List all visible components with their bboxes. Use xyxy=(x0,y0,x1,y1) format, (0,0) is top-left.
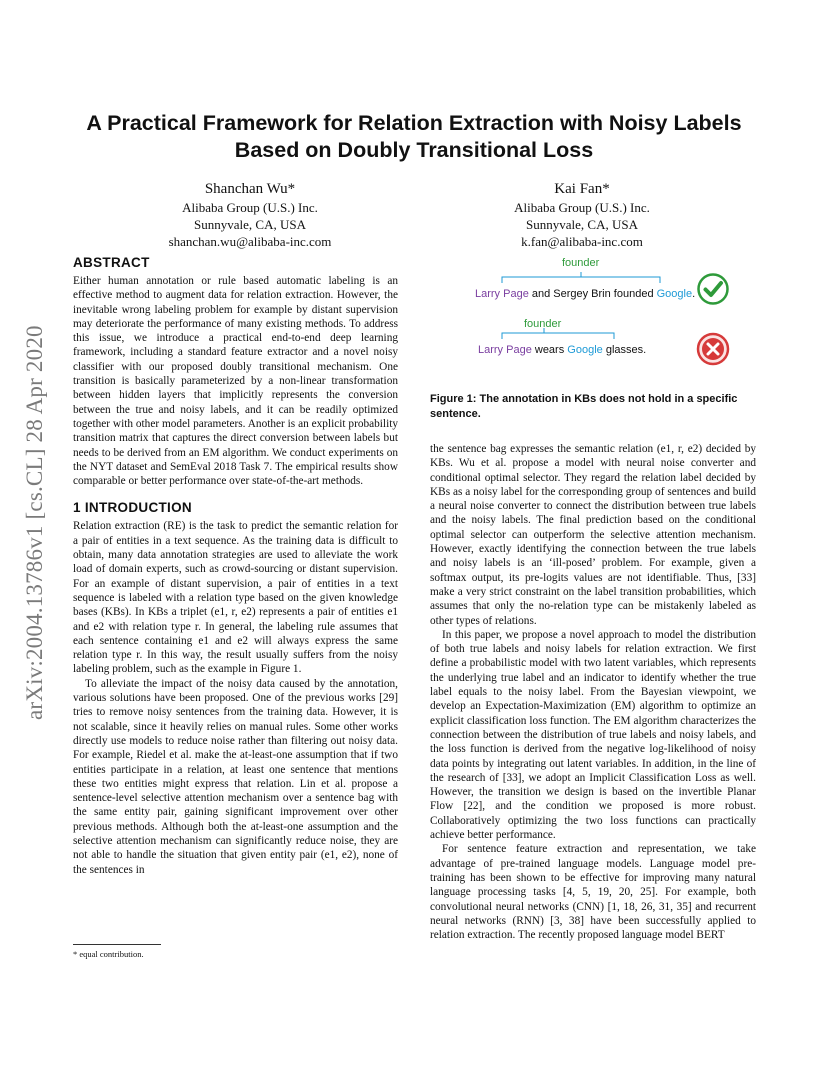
entity-2: Google xyxy=(567,344,603,356)
right-paragraph-2: In this paper, we propose a novel approach to model the distribution of both true labels and noisy labels for relation extraction. We first define a probabilistic model with two latent variables, which represents the underlying true label and an indicator to identify whether the true label equals to the noisy label. From the Bayesian viewpoint, we develop an Expectation-Maximization (EM) algorithm to optimize an explicit classification loss function. The EM algorithm characterizes the connection between the distribution of true labels and noisy labels, and the loss function is derived from the negative log-likelihood of noisy data points by integrating out latent variables. In addition, in the line of the research of [33], we adopt an Implicit Classification Loss as well. However, the transition we design is based on the invertible Planar Flow [22], and the condition we proposed is more robust. Collaboratively optimizing the two loss functions can practically achieve better performance. xyxy=(430,628,756,842)
author-location: Sunnyvale, CA, USA xyxy=(526,217,638,232)
author-affiliation: Alibaba Group (U.S.) Inc. xyxy=(514,200,650,215)
abstract-text: Either human annotation or rule based automatic labeling is an effective method to augment data for relation extraction. However, the inevitable wrong labeling problem for example by distant supervision may deteriorate the performance of many existing methods. To address this issue, we introduce a practical end-to-end deep learning framework, including a standard feature extractor and a novel noisy classifier with our proposed doubly transitional mechanism. One transition is basically parameterized by a non-linear transformation between hidden layers that implicitly represents the conversion between the true and noisy labels, and it can be readily optimized together with other model parameters. Another is an explicit probability transition matrix that captures the direct conversion between labels but needs to be derived from an EM algorithm. We conduct experiments on the NYT dataset and SemEval 2018 Task 7. The empirical results show comparable or better performance over state-of-the-art methods. xyxy=(73,275,398,488)
arxiv-identifier: arXiv:2004.13786v1 [cs.CL] 28 Apr 2020 xyxy=(22,325,47,720)
sentence-text: wears xyxy=(531,344,568,356)
entity-2: Google xyxy=(656,288,693,300)
entity-1: Larry Page xyxy=(478,344,532,356)
entity-1: Larry Page xyxy=(475,288,529,300)
sentence-text: and Sergey Brin founded xyxy=(528,288,657,300)
title-line-2: Based on Doubly Transitional Loss xyxy=(234,138,594,162)
author-block-1 xyxy=(150,180,350,250)
figure-caption: Figure 1: The annotation in KBs does not hold in a specific sentence. xyxy=(430,393,738,420)
abstract-heading: ABSTRACT xyxy=(73,255,150,270)
figure-1 xyxy=(430,252,756,392)
author-email: k.fan@alibaba-inc.com xyxy=(521,234,643,249)
check-icon xyxy=(696,272,730,306)
author-block-2 xyxy=(482,180,682,250)
paper-title xyxy=(40,110,788,164)
author-email: shanchan.wu@alibaba-inc.com xyxy=(168,234,332,249)
author-affiliation: Alibaba Group (U.S.) Inc. xyxy=(182,200,318,215)
author-name: Kai Fan* xyxy=(554,181,610,197)
title-line-1: A Practical Framework for Relation Extraction with Noisy Labels xyxy=(86,111,742,135)
intro-paragraph-2: To alleviate the impact of the noisy data caused by the annotation, various solutions have been proposed. One of the previous works [29] tries to remove noisy sentences from the training data. However, it is not scalable, since it heavily relies on manual rules. Some other works directly use models to reduce noise rather than filtering out noisy data. For example, Riedel et al. make the at-least-one assumption that if two entities participate in a relation, at least one sentence that mentions these two entities might express that relation. Lin et al. propose a sentence-level selective attention mechanism over a sentence bag with the same entity pair, gaining significant improvement over other previous methods. Although both the at-least-one assumption and the selective attention mechanism can significantly reduce noise, they are not able to handle the situation that given entity pair (e1, e2), none of the sentences in xyxy=(73,677,398,876)
example-sentence-2 xyxy=(478,344,646,356)
footnote-rule xyxy=(73,944,161,945)
author-location: Sunnyvale, CA, USA xyxy=(194,217,306,232)
introduction-heading: 1 INTRODUCTION xyxy=(73,500,192,516)
footnote: * equal contribution. xyxy=(73,949,144,959)
right-paragraph-3: For sentence feature extraction and representation, we take advantage of pre-trained language models. Language model pre-training has been shown to be effective for improving many natural language processing tasks [4, 5, 19, 20, 25]. For example, both convolutional neural networks (CNN) [1, 18, 26, 31, 35] and recurrent neural networks (RNN) [3, 38] have been successfully applied to relation extraction. The recently proposed language model BERT xyxy=(430,843,756,942)
relation-label-2: founder xyxy=(524,318,562,330)
sentence-end: glasses. xyxy=(602,344,647,356)
intro-paragraph-1: Relation extraction (RE) is the task to predict the semantic relation for a pair of entities in a text sequence. As the training data is difficult to obtain, many data annotation strategies are used to alleviate the work load of domain experts, such as crowd-sourcing or distant supervision. For an example of distant supervision, a pair of entities in a text sequence is labeled with a relation type based on the given knowledge bases (KBs). In KBs a triplet (e1, r, e2) represents a pair of entities e1 and e2 with relation type r. In general, the labeling rule assumes that each sentence containing e1 and e2 will always express the same relation type r. In this way, the result usually suffers from the noisy labeling problem, such as the example in Figure 1. xyxy=(73,520,398,676)
left-column xyxy=(73,255,398,877)
sentence-end: . xyxy=(692,288,696,300)
relation-label-1: founder xyxy=(562,257,600,269)
right-column xyxy=(430,442,756,942)
example-sentence-1 xyxy=(475,288,695,300)
right-paragraph-1: the sentence bag expresses the semantic relation (e1, r, e2) decided by KBs. Wu et al. propose a model with neural noise converter and conditional optimal selector. They regard the relation label decided by KBs as a noisy label for the corresponding group of sentences and build a neural noise converter to connect the distribution between true labels and the noisy labels. The final prediction based on the conditional optimal selector can outperform the selective attention mechanism. However, exactly identifying the connection between the true labels and noisy labels is an ‘ill-posed’ problem. For example, given a softmax output, its pre-logits values are not identifiable. Thus, [33] make a very strict constraint on the label transition probabilities, which assumes that only the no-relation type can be mistakenly labeled as other types of relations. xyxy=(430,443,756,627)
author-name: Shanchan Wu* xyxy=(204,181,296,197)
cross-icon xyxy=(696,332,730,366)
